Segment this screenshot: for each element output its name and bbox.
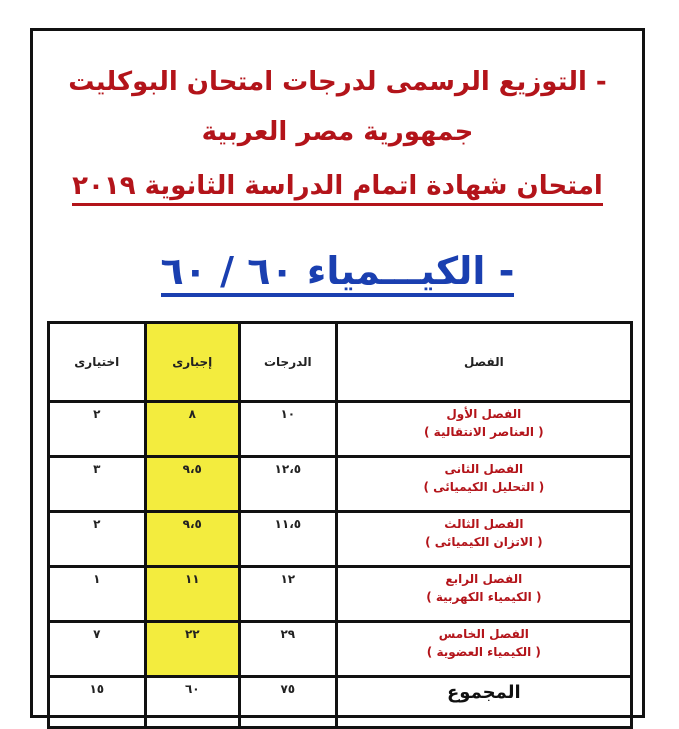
chapter-topic: ( الاتزان الكيميائى ) — [425, 535, 543, 549]
cell-optional: ٢ — [49, 402, 146, 457]
chapter-topic: ( الكيمياء الكهربية ) — [426, 590, 542, 604]
title-line-3 — [33, 171, 642, 201]
cell-optional: ٧ — [49, 622, 146, 677]
chapter-name: الفصل الثانى — [444, 462, 524, 476]
header-mandatory: إجبارى — [145, 323, 239, 402]
chapter-topic: ( العناصر الانتقالية ) — [424, 425, 544, 439]
cell-mandatory: ٩،٥ — [145, 512, 239, 567]
chapter-topic: ( التحليل الكيميائى ) — [423, 480, 545, 494]
cell-mandatory: ١١ — [145, 567, 239, 622]
cell-grades: ١٢،٥ — [239, 457, 336, 512]
title-line-1: - التوزيع الرسمى لدرجات امتحان البوكليت — [68, 67, 607, 97]
grades-table — [47, 321, 633, 729]
title-line-2: جمهورية مصر العربية — [201, 117, 474, 147]
cell-mandatory: ٨ — [145, 402, 239, 457]
chapter-name: الفصل الأول — [446, 407, 522, 421]
total-optional: ١٥ — [49, 677, 146, 728]
chapter-name: الفصل الثالث — [444, 517, 524, 531]
cell-optional: ٢ — [49, 512, 146, 567]
cell-chapter — [336, 402, 631, 457]
table-header-row — [49, 323, 632, 402]
header-optional: اختيارى — [49, 323, 146, 402]
total-label-cell — [336, 677, 631, 728]
total-mandatory: ٦٠ — [145, 677, 239, 728]
total-grades: ٧٥ — [239, 677, 336, 728]
cell-optional: ١ — [49, 567, 146, 622]
subject-text: - الكيـــمياء ٦٠ / ٦٠ — [161, 249, 515, 297]
cell-chapter — [336, 622, 631, 677]
cell-optional: ٣ — [49, 457, 146, 512]
cell-chapter — [336, 457, 631, 512]
table-row — [49, 457, 632, 512]
document-frame — [30, 28, 645, 718]
table-row — [49, 567, 632, 622]
cell-grades: ٢٩ — [239, 622, 336, 677]
chapter-name: الفصل الخامس — [438, 627, 529, 641]
subject-heading — [33, 249, 642, 293]
header-chapter: الفصل — [336, 323, 631, 402]
total-row — [49, 677, 632, 728]
cell-chapter — [336, 512, 631, 567]
header-grades: الدرجات — [239, 323, 336, 402]
chapter-name: الفصل الرابع — [445, 572, 523, 586]
title-line-3-text: امتحان شهادة اتمام الدراسة الثانوية ٢٠١٩ — [72, 171, 603, 206]
chapter-topic: ( الكيمياء العضوية ) — [426, 645, 541, 659]
cell-mandatory: ٩،٥ — [145, 457, 239, 512]
table-row — [49, 622, 632, 677]
cell-grades: ١٠ — [239, 402, 336, 457]
cell-chapter — [336, 567, 631, 622]
cell-grades: ١١،٥ — [239, 512, 336, 567]
table-row — [49, 512, 632, 567]
cell-grades: ١٢ — [239, 567, 336, 622]
table-row — [49, 402, 632, 457]
cell-mandatory: ٢٢ — [145, 622, 239, 677]
total-label: المجموع — [447, 682, 521, 703]
